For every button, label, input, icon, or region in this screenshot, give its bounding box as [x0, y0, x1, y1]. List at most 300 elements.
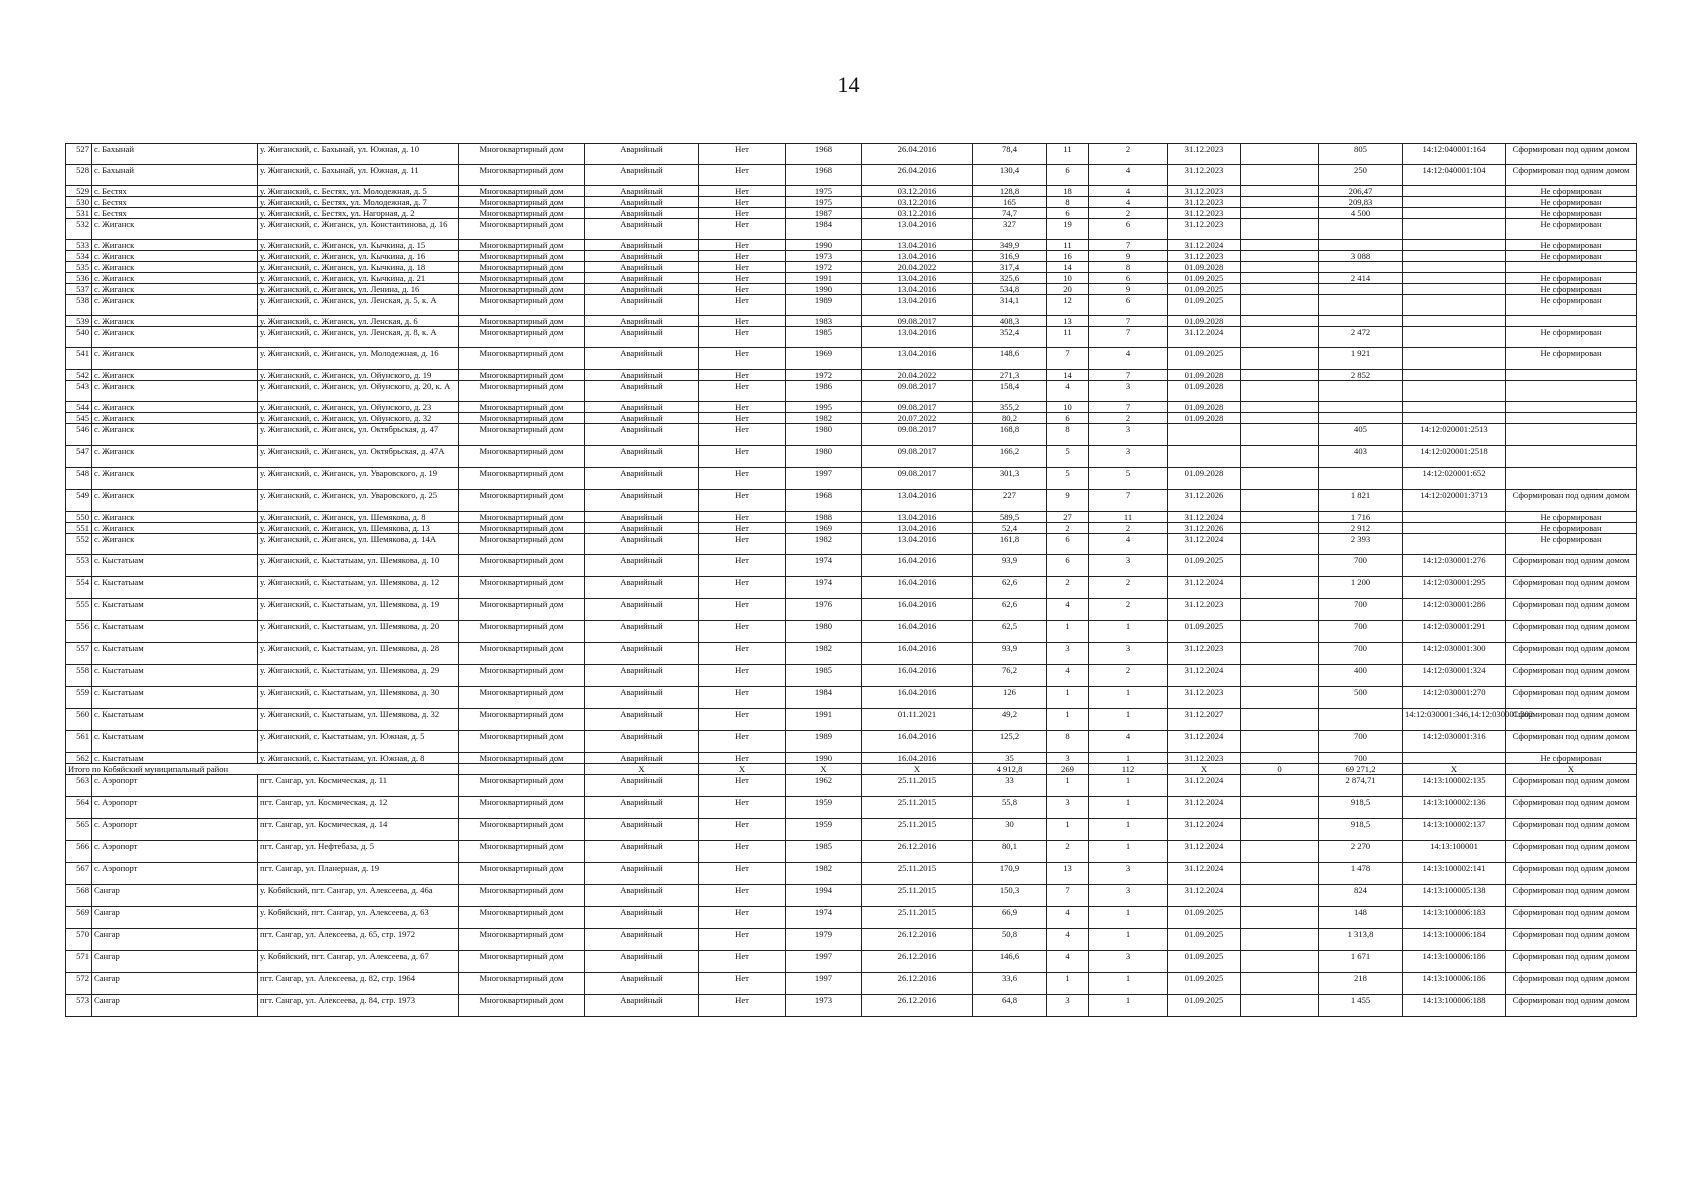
extra-cell [1241, 262, 1319, 273]
plot-area-cell [1319, 262, 1403, 273]
table-row [66, 621, 1637, 643]
plot-status-cell: Сформирован под одним домом [1506, 643, 1637, 665]
flats-cell: 2 [1089, 413, 1168, 424]
residents-cell: 3 [1047, 643, 1089, 665]
settlement-cell: с. Жиганск [92, 370, 258, 381]
flats-cell: 3 [1089, 885, 1168, 907]
area-cell: 146,6 [973, 951, 1047, 973]
table-row [66, 577, 1637, 599]
plot-status-cell [1506, 424, 1637, 446]
settlement-cell: с. Бахынай [92, 165, 258, 186]
settlement-cell: с. Жиганск [92, 413, 258, 424]
address-cell: пгт. Сангар, ул. Нефтебаза, д. 5 [258, 841, 459, 863]
plot-status-cell: Сформирован под одним домом [1506, 929, 1637, 951]
residents-cell: 4 [1047, 907, 1089, 929]
table-row [66, 929, 1637, 951]
year-built-cell: 1979 [786, 929, 862, 951]
residents-cell: 6 [1047, 534, 1089, 555]
address-cell: у. Жиганский, с. Кыстатыам, ул. Шемякова, д. 30 [258, 687, 459, 709]
settlement-cell: с. Жиганск [92, 348, 258, 370]
area-cell: 150,3 [973, 885, 1047, 907]
area-cell: 325,6 [973, 273, 1047, 284]
cadastral-number-cell [1403, 402, 1506, 413]
row-number: 550 [66, 512, 92, 523]
building-type-cell: Многоквартирный дом [459, 709, 585, 731]
cadastral-number-cell: 14:13:100006:186 [1403, 973, 1506, 995]
plot-area-cell: 1 455 [1319, 995, 1403, 1017]
settlement-cell: Сангар [92, 885, 258, 907]
table-row [66, 951, 1637, 973]
flag-cell: Нет [699, 251, 786, 262]
resettlement-date-cell: 31.12.2024 [1168, 863, 1241, 885]
year-built-cell: 1962 [786, 775, 862, 797]
flats-cell: 1 [1089, 841, 1168, 863]
condition-cell: Аварийный [585, 555, 699, 577]
plot-status-cell: Сформирован под одним домом [1506, 144, 1637, 165]
settlement-cell: с. Аэропорт [92, 863, 258, 885]
cadastral-number-cell [1403, 316, 1506, 327]
recognition-date-cell: 26.12.2016 [862, 929, 973, 951]
cadastral-number-cell: 14:12:020001:2518 [1403, 446, 1506, 468]
plot-area-cell: 400 [1319, 665, 1403, 687]
table-body-upper [66, 144, 1637, 764]
cadastral-number-cell [1403, 273, 1506, 284]
flag-cell: Нет [699, 621, 786, 643]
table-row [66, 841, 1637, 863]
table-row [66, 348, 1637, 370]
cadastral-number-cell: 14:13:100002:136 [1403, 797, 1506, 819]
residents-cell: 7 [1047, 885, 1089, 907]
address-cell: у. Жиганский, с. Жиганск, ул. Кычкина, д. 16 [258, 251, 459, 262]
cadastral-number-cell [1403, 251, 1506, 262]
condition-cell: Аварийный [585, 621, 699, 643]
residents-cell: 8 [1047, 424, 1089, 446]
resettlement-date-cell: 31.12.2024 [1168, 819, 1241, 841]
table-row [66, 973, 1637, 995]
year-built-cell: 1969 [786, 523, 862, 534]
residents-cell: 12 [1047, 295, 1089, 316]
condition-cell: Аварийный [585, 240, 699, 251]
settlement-cell: с. Жиганск [92, 381, 258, 402]
table-row [66, 144, 1637, 165]
flag-cell: Нет [699, 929, 786, 951]
residents-cell: 2 [1047, 523, 1089, 534]
flag-cell: Нет [699, 995, 786, 1017]
condition-cell: Аварийный [585, 316, 699, 327]
building-type-cell: Многоквартирный дом [459, 863, 585, 885]
flag-cell: Нет [699, 424, 786, 446]
year-built-cell: 1990 [786, 284, 862, 295]
flats-cell: 4 [1089, 197, 1168, 208]
condition-cell: Аварийный [585, 885, 699, 907]
extra-cell [1241, 144, 1319, 165]
flag-cell: Нет [699, 262, 786, 273]
row-number: 571 [66, 951, 92, 973]
extra-cell [1241, 370, 1319, 381]
area-cell: 80,1 [973, 841, 1047, 863]
extra-cell [1241, 709, 1319, 731]
address-cell: у. Жиганский, с. Жиганск, ул. Константинова, д. 16 [258, 219, 459, 240]
condition-cell: Аварийный [585, 413, 699, 424]
area-cell: 301,3 [973, 468, 1047, 490]
plot-status-cell: Не сформирован [1506, 197, 1637, 208]
flats-cell: 2 [1089, 523, 1168, 534]
extra-cell [1241, 251, 1319, 262]
address-cell: у. Жиганский, с. Жиганск, ул. Ленская, д. 8, к. А [258, 327, 459, 348]
address-cell: у. Жиганский, с. Жиганск, ул. Уваровского, д. 25 [258, 490, 459, 512]
building-type-cell: Многоквартирный дом [459, 219, 585, 240]
row-number: 529 [66, 186, 92, 197]
year-built-cell: 1997 [786, 468, 862, 490]
resettlement-date-cell: 01.09.2028 [1168, 370, 1241, 381]
total-plot: X [1506, 764, 1637, 775]
building-type-cell: Многоквартирный дом [459, 643, 585, 665]
area-cell: 55,8 [973, 797, 1047, 819]
recognition-date-cell: 16.04.2016 [862, 665, 973, 687]
area-cell: 165 [973, 197, 1047, 208]
flats-cell: 3 [1089, 381, 1168, 402]
plot-status-cell [1506, 381, 1637, 402]
flats-cell: 1 [1089, 929, 1168, 951]
plot-status-cell: Сформирован под одним домом [1506, 555, 1637, 577]
plot-status-cell: Сформирован под одним домом [1506, 665, 1637, 687]
building-type-cell: Многоквартирный дом [459, 165, 585, 186]
recognition-date-cell: 16.04.2016 [862, 643, 973, 665]
flag-cell: Нет [699, 197, 786, 208]
residents-cell: 5 [1047, 446, 1089, 468]
settlement-cell: с. Жиганск [92, 424, 258, 446]
table-row [66, 197, 1637, 208]
residents-cell: 11 [1047, 240, 1089, 251]
recognition-date-cell: 25.11.2015 [862, 907, 973, 929]
total-flats: 112 [1089, 764, 1168, 775]
table-row [66, 819, 1637, 841]
condition-cell: Аварийный [585, 819, 699, 841]
extra-cell [1241, 797, 1319, 819]
settlement-cell: с. Бестях [92, 197, 258, 208]
table-row [66, 797, 1637, 819]
cadastral-number-cell: 14:13:100002:135 [1403, 775, 1506, 797]
area-cell: 62,5 [973, 621, 1047, 643]
residents-cell: 6 [1047, 555, 1089, 577]
table-row [66, 295, 1637, 316]
cadastral-number-cell: 14:12:020001:652 [1403, 468, 1506, 490]
row-number: 569 [66, 907, 92, 929]
cadastral-number-cell [1403, 197, 1506, 208]
year-built-cell: 1974 [786, 577, 862, 599]
settlement-cell: с. Жиганск [92, 316, 258, 327]
plot-area-cell [1319, 402, 1403, 413]
row-number: 546 [66, 424, 92, 446]
settlement-cell: с. Жиганск [92, 402, 258, 413]
plot-area-cell: 2 912 [1319, 523, 1403, 534]
extra-cell [1241, 402, 1319, 413]
extra-cell [1241, 490, 1319, 512]
recognition-date-cell: 26.12.2016 [862, 841, 973, 863]
area-cell: 349,9 [973, 240, 1047, 251]
extra-cell [1241, 621, 1319, 643]
resettlement-date-cell: 31.12.2023 [1168, 197, 1241, 208]
plot-area-cell [1319, 468, 1403, 490]
residents-cell: 1 [1047, 687, 1089, 709]
cadastral-number-cell [1403, 186, 1506, 197]
flats-cell: 2 [1089, 577, 1168, 599]
recognition-date-cell: 09.08.2017 [862, 381, 973, 402]
settlement-cell: с. Жиганск [92, 251, 258, 262]
extra-cell [1241, 327, 1319, 348]
row-number: 568 [66, 885, 92, 907]
area-cell: 352,4 [973, 327, 1047, 348]
cadastral-number-cell [1403, 295, 1506, 316]
recognition-date-cell: 13.04.2016 [862, 327, 973, 348]
area-cell: 62,6 [973, 599, 1047, 621]
extra-cell [1241, 863, 1319, 885]
row-number: 541 [66, 348, 92, 370]
area-cell: 62,6 [973, 577, 1047, 599]
residents-cell: 14 [1047, 262, 1089, 273]
extra-cell [1241, 208, 1319, 219]
recognition-date-cell: 16.04.2016 [862, 599, 973, 621]
plot-area-cell: 1 921 [1319, 348, 1403, 370]
resettlement-date-cell: 01.09.2025 [1168, 621, 1241, 643]
area-cell: 76,2 [973, 665, 1047, 687]
address-cell: у. Жиганский, с. Жиганск, ул. Октябрьская, д. 47 [258, 424, 459, 446]
plot-area-cell: 206,47 [1319, 186, 1403, 197]
plot-status-cell: Не сформирован [1506, 512, 1637, 523]
settlement-cell: с. Аэропорт [92, 797, 258, 819]
cadastral-number-cell [1403, 534, 1506, 555]
address-cell: у. Жиганский, с. Жиганск, ул. Шемякова, д. 13 [258, 523, 459, 534]
cadastral-number-cell: 14:13:100006:188 [1403, 995, 1506, 1017]
total-x1: 0 [1241, 764, 1319, 775]
extra-cell [1241, 885, 1319, 907]
table-row [66, 534, 1637, 555]
recognition-date-cell: 13.04.2016 [862, 523, 973, 534]
building-type-cell: Многоквартирный дом [459, 995, 585, 1017]
table-row [66, 251, 1637, 262]
settlement-cell: с. Жиганск [92, 327, 258, 348]
year-built-cell: 1991 [786, 273, 862, 284]
resettlement-date-cell: 01.09.2025 [1168, 973, 1241, 995]
plot-area-cell: 1 671 [1319, 951, 1403, 973]
flats-cell: 1 [1089, 797, 1168, 819]
recognition-date-cell: 20.04.2022 [862, 370, 973, 381]
condition-cell: Аварийный [585, 381, 699, 402]
flats-cell: 2 [1089, 665, 1168, 687]
residents-cell: 6 [1047, 208, 1089, 219]
row-number: 545 [66, 413, 92, 424]
plot-area-cell: 1 821 [1319, 490, 1403, 512]
condition-cell: Аварийный [585, 144, 699, 165]
settlement-cell: с. Кыстатыам [92, 643, 258, 665]
building-type-cell: Многоквартирный дом [459, 534, 585, 555]
recognition-date-cell: 20.07.2022 [862, 413, 973, 424]
area-cell: 66,9 [973, 907, 1047, 929]
plot-status-cell: Не сформирован [1506, 208, 1637, 219]
flats-cell: 3 [1089, 951, 1168, 973]
extra-cell [1241, 186, 1319, 197]
address-cell: у. Жиганский, с. Жиганск, ул. Ойунского, д. 19 [258, 370, 459, 381]
year-built-cell: 1982 [786, 863, 862, 885]
settlement-cell: с. Жиганск [92, 219, 258, 240]
cadastral-number-cell [1403, 327, 1506, 348]
flag-cell: Нет [699, 273, 786, 284]
flag-cell: Нет [699, 709, 786, 731]
condition-cell: Аварийный [585, 687, 699, 709]
table-row [66, 731, 1637, 753]
extra-cell [1241, 995, 1319, 1017]
condition-cell: Аварийный [585, 599, 699, 621]
row-number: 567 [66, 863, 92, 885]
plot-status-cell: Сформирован под одним домом [1506, 165, 1637, 186]
address-cell: у. Жиганский, с. Кыстатыам, ул. Шемякова, д. 12 [258, 577, 459, 599]
resettlement-date-cell: 31.12.2024 [1168, 665, 1241, 687]
address-cell: у. Жиганский, с. Жиганск, ул. Ленская, д. 6 [258, 316, 459, 327]
recognition-date-cell: 09.08.2017 [862, 316, 973, 327]
year-built-cell: 1988 [786, 512, 862, 523]
condition-cell: Аварийный [585, 446, 699, 468]
cadastral-number-cell [1403, 370, 1506, 381]
plot-status-cell: Сформирован под одним домом [1506, 490, 1637, 512]
total-state: X [585, 764, 699, 775]
residents-cell: 6 [1047, 413, 1089, 424]
area-cell: 128,8 [973, 186, 1047, 197]
table-row [66, 165, 1637, 186]
extra-cell [1241, 413, 1319, 424]
resettlement-date-cell: 01.09.2025 [1168, 951, 1241, 973]
year-built-cell: 1968 [786, 165, 862, 186]
condition-cell: Аварийный [585, 929, 699, 951]
flats-cell: 1 [1089, 753, 1168, 764]
table-row [66, 523, 1637, 534]
address-cell: у. Жиганский, с. Жиганск, ул. Ойунского, д. 23 [258, 402, 459, 413]
year-built-cell: 1968 [786, 490, 862, 512]
residents-cell: 2 [1047, 577, 1089, 599]
settlement-cell: с. Кыстатыам [92, 577, 258, 599]
total-people: 269 [1047, 764, 1089, 775]
year-built-cell: 1974 [786, 907, 862, 929]
building-type-cell: Многоквартирный дом [459, 555, 585, 577]
table-row [66, 995, 1637, 1017]
plot-area-cell: 148 [1319, 907, 1403, 929]
area-cell: 314,1 [973, 295, 1047, 316]
building-type-cell: Многоквартирный дом [459, 251, 585, 262]
table-row [66, 284, 1637, 295]
plot-area-cell: 2 852 [1319, 370, 1403, 381]
resettlement-date-cell: 31.12.2024 [1168, 512, 1241, 523]
plot-area-cell: 405 [1319, 424, 1403, 446]
year-built-cell: 1989 [786, 295, 862, 316]
settlement-cell: с. Жиганск [92, 284, 258, 295]
condition-cell: Аварийный [585, 197, 699, 208]
table-row [66, 512, 1637, 523]
cadastral-number-cell [1403, 240, 1506, 251]
recognition-date-cell: 25.11.2015 [862, 797, 973, 819]
plot-status-cell: Сформирован под одним домом [1506, 841, 1637, 863]
area-cell: 161,8 [973, 534, 1047, 555]
cadastral-number-cell: 14:12:020001:2513 [1403, 424, 1506, 446]
settlement-cell: с. Кыстатыам [92, 731, 258, 753]
resettlement-date-cell: 31.12.2024 [1168, 731, 1241, 753]
flats-cell: 7 [1089, 490, 1168, 512]
flats-cell: 8 [1089, 262, 1168, 273]
settlement-cell: с. Аэропорт [92, 819, 258, 841]
plot-area-cell: 700 [1319, 599, 1403, 621]
extra-cell [1241, 907, 1319, 929]
cadastral-number-cell [1403, 208, 1506, 219]
resettlement-date-cell: 01.09.2025 [1168, 929, 1241, 951]
recognition-date-cell: 20.04.2022 [862, 262, 973, 273]
resettlement-date-cell: 31.12.2023 [1168, 144, 1241, 165]
flats-cell: 4 [1089, 731, 1168, 753]
building-type-cell: Многоквартирный дом [459, 197, 585, 208]
cadastral-number-cell: 14:12:030001:346,14:12:030001:202 [1403, 709, 1506, 731]
cadastral-number-cell: 14:13:100005:138 [1403, 885, 1506, 907]
extra-cell [1241, 665, 1319, 687]
building-type-cell: Многоквартирный дом [459, 819, 585, 841]
address-cell: у. Жиганский, с. Жиганск, ул. Ойунского, д. 32 [258, 413, 459, 424]
table-row [66, 424, 1637, 446]
address-cell: у. Жиганский, с. Бестях, ул. Молодежная, д. 7 [258, 197, 459, 208]
resettlement-date-cell: 01.09.2028 [1168, 413, 1241, 424]
flag-cell: Нет [699, 863, 786, 885]
flats-cell: 1 [1089, 709, 1168, 731]
table-row [66, 468, 1637, 490]
flats-cell: 4 [1089, 186, 1168, 197]
plot-status-cell: Сформирован под одним домом [1506, 775, 1637, 797]
area-cell: 327 [973, 219, 1047, 240]
plot-area-cell: 2 414 [1319, 273, 1403, 284]
housing-registry-table [65, 143, 1637, 1017]
flag-cell: Нет [699, 240, 786, 251]
area-cell: 317,4 [973, 262, 1047, 273]
settlement-cell: с. Бестях [92, 208, 258, 219]
year-built-cell: 1976 [786, 599, 862, 621]
building-type-cell: Многоквартирный дом [459, 951, 585, 973]
flag-cell: Нет [699, 819, 786, 841]
residents-cell: 20 [1047, 284, 1089, 295]
row-number: 544 [66, 402, 92, 413]
plot-status-cell: Не сформирован [1506, 273, 1637, 284]
residents-cell: 11 [1047, 144, 1089, 165]
extra-cell [1241, 446, 1319, 468]
total-area: 4 912,8 [973, 764, 1047, 775]
cadastral-number-cell: 14:13:100002:141 [1403, 863, 1506, 885]
plot-area-cell: 1 200 [1319, 577, 1403, 599]
plot-status-cell: Не сформирован [1506, 327, 1637, 348]
year-built-cell: 1985 [786, 841, 862, 863]
year-built-cell: 1975 [786, 197, 862, 208]
resettlement-date-cell: 01.09.2028 [1168, 468, 1241, 490]
area-cell: 78,4 [973, 144, 1047, 165]
total-type [459, 764, 585, 775]
area-cell: 158,4 [973, 381, 1047, 402]
extra-cell [1241, 687, 1319, 709]
building-type-cell: Многоквартирный дом [459, 468, 585, 490]
plot-status-cell: Не сформирован [1506, 251, 1637, 262]
flats-cell: 7 [1089, 402, 1168, 413]
table-row [66, 381, 1637, 402]
plot-status-cell [1506, 413, 1637, 424]
table-row [66, 775, 1637, 797]
address-cell: у. Кобяйский, пгт. Сангар, ул. Алексеева, д. 63 [258, 907, 459, 929]
resettlement-date-cell: 31.12.2024 [1168, 534, 1241, 555]
residents-cell: 4 [1047, 381, 1089, 402]
flats-cell: 7 [1089, 316, 1168, 327]
building-type-cell: Многоквартирный дом [459, 446, 585, 468]
address-cell: пгт. Сангар, ул. Космическая, д. 12 [258, 797, 459, 819]
condition-cell: Аварийный [585, 731, 699, 753]
